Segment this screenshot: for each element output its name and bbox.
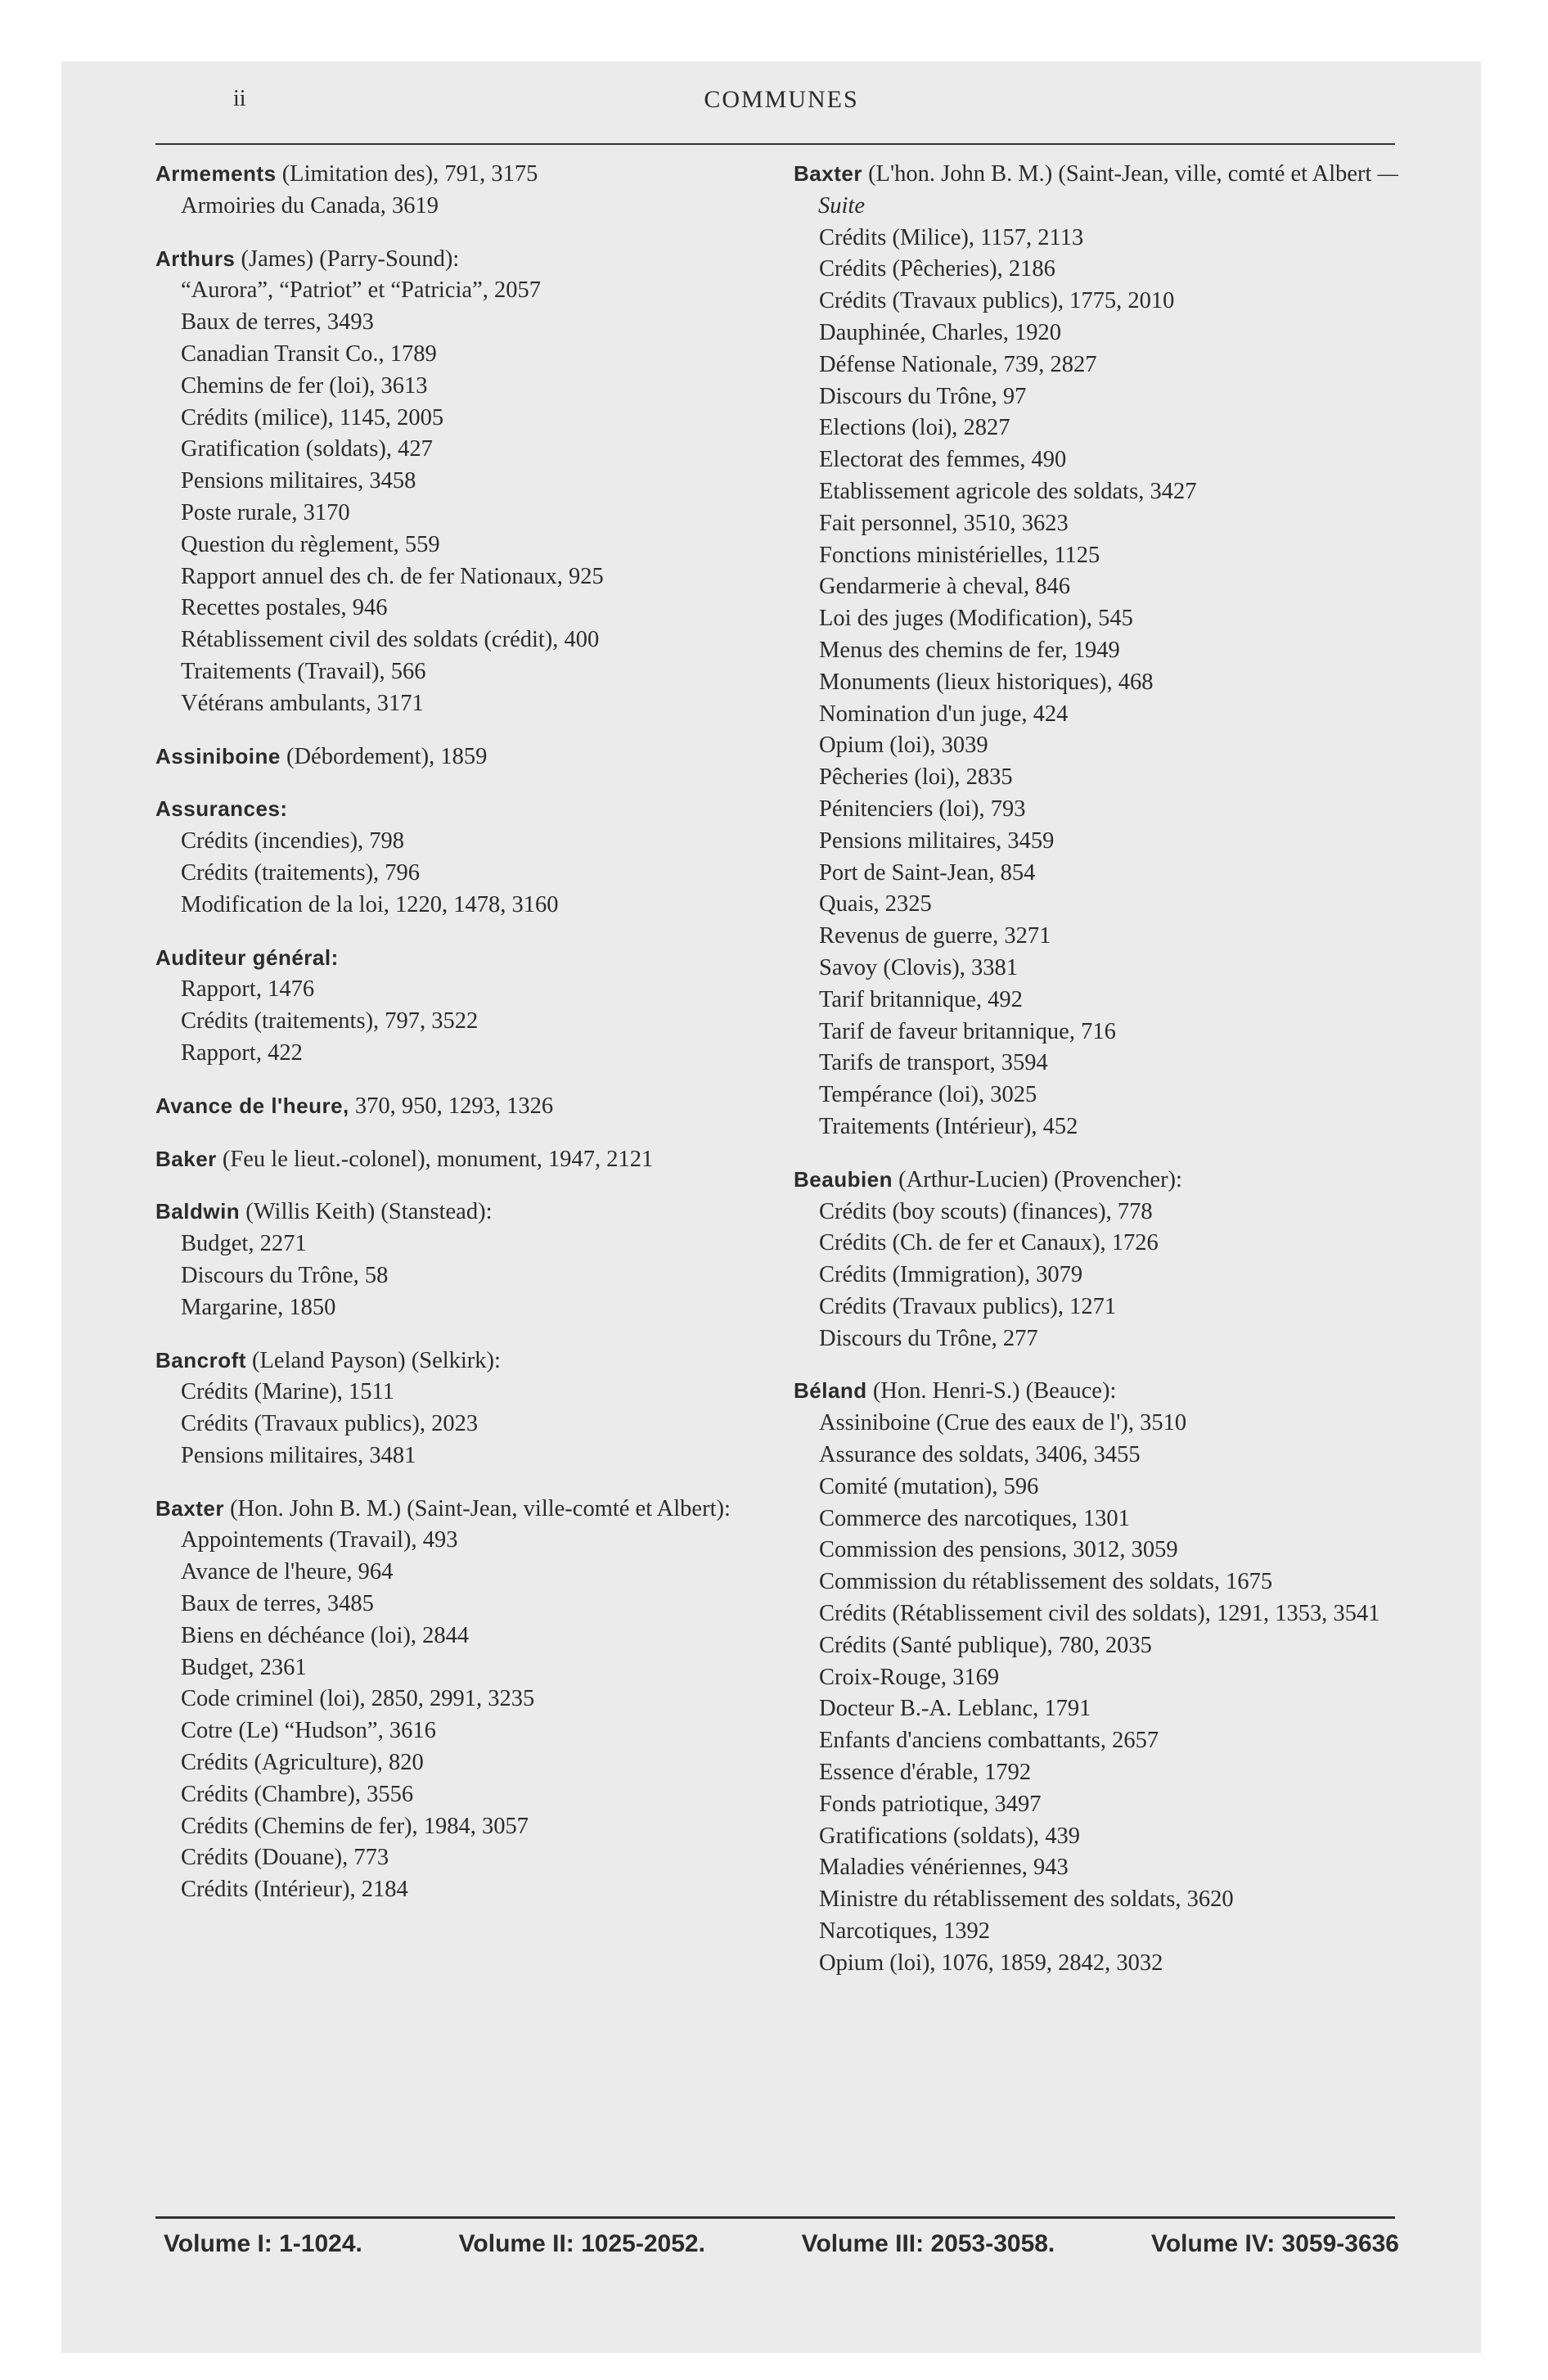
sub-entry: “Aurora”, “Patriot” et “Patricia”, 2057 (181, 277, 541, 304)
sub-entry: Rapport annuel des ch. de fer Nationaux, 925 (181, 563, 604, 589)
entry-name: Baker (155, 1146, 217, 1171)
entry-detail: 370, 950, 1293, 1326 (349, 1093, 554, 1119)
sub-entry: Baux de terres, 3493 (181, 309, 374, 336)
index-entry (794, 1375, 1399, 1979)
sub-entry: Question du règlement, 559 (181, 531, 440, 557)
entry-heading (155, 793, 777, 826)
entry-heading (794, 1164, 1399, 1197)
sub-entry: Dauphinée, Charles, 1920 (819, 319, 1062, 345)
sub-entry: Crédits (Marine), 1511 (181, 1379, 394, 1405)
sub-entry: Fonctions ministérielles, 1125 (819, 542, 1100, 568)
sub-entry: Monuments (lieux historiques), 468 (819, 669, 1154, 695)
index-entry (155, 1090, 777, 1123)
sub-entry: Margarine, 1850 (181, 1294, 336, 1320)
entry-heading (155, 158, 777, 191)
header-rule (155, 143, 1395, 145)
sub-entry: Budget, 2361 (181, 1654, 307, 1680)
sub-entry: Crédits (Travaux publics), 1775, 2010 (819, 288, 1175, 314)
entry-heading (155, 1090, 777, 1123)
entry-detail: (Feu le lieut.-colonel), monument, 1947, 2121 (216, 1146, 654, 1172)
sub-entry: Cotre (Le) “Hudson”, 3616 (181, 1718, 436, 1744)
entry-name: Béland (794, 1378, 867, 1404)
sub-entry: Rapport, 1476 (181, 976, 315, 1003)
sub-entry: Pensions militaires, 3459 (819, 827, 1055, 854)
sub-entry: Appointements (Travail), 493 (181, 1527, 458, 1553)
sub-entry: Opium (loi), 3039 (819, 732, 988, 759)
sub-entry: Crédits (Travaux publics), 1271 (819, 1293, 1117, 1319)
sub-entry: Quais, 2325 (819, 891, 932, 917)
sub-entry: Assurance des soldats, 3406, 3455 (819, 1442, 1141, 1468)
entry-name: Avance de l'heure, (155, 1093, 349, 1118)
entry-heading (155, 1196, 777, 1228)
sub-entry: Traitements (Travail), 566 (181, 658, 426, 684)
sub-entry: Baux de terres, 3485 (181, 1591, 374, 1617)
sub-entry: Crédits (Intérieur), 2184 (181, 1877, 408, 1903)
sub-entry: Menus des chemins de fer, 1949 (819, 637, 1120, 663)
page-header (168, 78, 1395, 127)
sub-entry: Chemins de fer (loi), 3613 (181, 372, 428, 399)
sub-entry: Discours du Trône, 58 (181, 1262, 389, 1288)
sub-entry: Commission du rétablissement des soldats, 1675 (819, 1569, 1273, 1595)
sub-entry: Budget, 2271 (181, 1231, 307, 1257)
sub-entry: Crédits (boy scouts) (finances), 778 (819, 1198, 1153, 1224)
sub-entry: Maladies vénériennes, 943 (819, 1855, 1069, 1881)
entry-name: Baxter (155, 1495, 224, 1521)
entry-suite: — Suite (818, 161, 1398, 219)
index-entry (155, 1493, 777, 1906)
sub-entry: Crédits (Agriculture), 820 (181, 1750, 424, 1776)
sub-entry: Crédits (incendies), 798 (181, 828, 405, 854)
sub-entry: Crédits (Immigration), 3079 (819, 1262, 1083, 1288)
sub-entry: Défense Nationale, 739, 2827 (819, 351, 1097, 377)
volume-3-range: Volume III: 2053-3058. (801, 2230, 1055, 2257)
entry-heading (155, 1493, 777, 1526)
sub-entry: Armoiries du Canada, 3619 (181, 192, 439, 219)
entry-heading (155, 1345, 777, 1377)
sub-entry: Comité (mutation), 596 (819, 1473, 1039, 1499)
entry-heading (794, 158, 1399, 223)
sub-entry: Rapport, 422 (181, 1039, 303, 1066)
entry-detail: (Willis Keith) (Stanstead): (240, 1199, 493, 1225)
sub-entry: Crédits (traitements), 797, 3522 (181, 1008, 479, 1034)
sub-entry: Gratification (soldats), 427 (181, 436, 433, 462)
sub-entry: Rétablissement civil des soldats (crédit), 400 (181, 627, 600, 653)
entry-heading (155, 1143, 777, 1176)
sub-entry: Crédits (Chambre), 3556 (181, 1781, 414, 1807)
sub-entry: Crédits (milice), 1145, 2005 (181, 404, 444, 430)
volume-footer (164, 2230, 1399, 2258)
sub-entry: Modification de la loi, 1220, 1478, 3160 (181, 891, 559, 917)
sub-entry: Commerce des narcotiques, 1301 (819, 1505, 1130, 1531)
sub-entry: Pêcheries (loi), 2835 (819, 764, 1013, 791)
sub-entry: Tarif britannique, 492 (819, 986, 1023, 1012)
entry-name: Assiniboine (155, 743, 281, 769)
sub-entry: Tempérance (loi), 3025 (819, 1082, 1037, 1108)
entry-name: Bancroft (155, 1347, 246, 1373)
sub-entry: Pensions militaires, 3481 (181, 1442, 416, 1468)
entry-name: Baxter (794, 161, 862, 186)
sub-entry: Avance de l'heure, 964 (181, 1559, 394, 1585)
volume-1-range: Volume I: 1-1024. (164, 2230, 362, 2257)
index-entry (155, 1345, 777, 1472)
sub-entry: Loi des juges (Modification), 545 (819, 606, 1133, 632)
sub-entry: Etablissement agricole des soldats, 3427 (819, 478, 1197, 504)
left-column (155, 158, 777, 1927)
volume-4-range: Volume IV: 3059-3636 (1151, 2230, 1399, 2257)
sub-entry: Croix-Rouge, 3169 (819, 1664, 1000, 1690)
entry-name: Baldwin (155, 1199, 241, 1224)
entry-heading (155, 741, 777, 773)
running-title: COMMUNES (704, 86, 859, 113)
sub-entry: Enfants d'anciens combattants, 2657 (819, 1728, 1159, 1754)
sub-entry: Code criminel (loi), 2850, 2991, 3235 (181, 1686, 535, 1712)
index-entry (155, 1143, 777, 1176)
sub-entry: Discours du Trône, 277 (819, 1325, 1038, 1351)
entry-heading (794, 1375, 1399, 1408)
page-number: ii (233, 86, 246, 111)
sub-entry: Tarifs de transport, 3594 (819, 1050, 1048, 1076)
index-entry (794, 158, 1399, 1143)
entry-heading (155, 942, 777, 975)
sub-entry: Revenus de guerre, 3271 (819, 923, 1051, 949)
index-entry (155, 793, 777, 921)
sub-entry: Electorat des femmes, 490 (819, 447, 1067, 473)
entry-name: Arthurs (155, 246, 236, 271)
entry-detail: (Limitation des), 791, 3175 (276, 161, 538, 187)
sub-entry: Crédits (Santé publique), 780, 2035 (819, 1632, 1152, 1658)
sub-entry: Nomination d'un juge, 424 (819, 701, 1069, 727)
sub-entry: Savoy (Clovis), 3381 (819, 954, 1019, 980)
sub-entry: Tarif de faveur britannique, 716 (819, 1018, 1116, 1044)
sub-entry: Ministre du rétablissement des soldats, 3620 (819, 1886, 1234, 1913)
entry-detail: (L'hon. John B. M.) (Saint-Jean, ville, comté et Albert (862, 161, 1372, 187)
footer-rule (155, 2216, 1395, 2219)
sub-entry: Crédits (Chemins de fer), 1984, 3057 (181, 1813, 529, 1839)
sub-entry: Crédits (Ch. de fer et Canaux), 1726 (819, 1230, 1159, 1256)
sub-entry: Essence d'érable, 1792 (819, 1760, 1032, 1786)
entry-detail: (Hon. Henri-S.) (Beauce): (866, 1378, 1117, 1404)
sub-entry: Docteur B.-A. Leblanc, 1791 (819, 1696, 1091, 1722)
right-column (794, 158, 1399, 2000)
entry-name: Assurances: (155, 796, 288, 822)
sub-entry: Pénitenciers (loi), 793 (819, 796, 1026, 822)
sub-entry: Pensions militaires, 3458 (181, 468, 416, 494)
index-entry (155, 1196, 777, 1323)
sub-entry: Crédits (traitements), 796 (181, 859, 421, 886)
sub-entry: Elections (loi), 2827 (819, 415, 1010, 441)
sub-entry: Gendarmerie à cheval, 846 (819, 574, 1071, 600)
index-entry (155, 741, 777, 773)
sub-entry: Crédits (Douane), 773 (181, 1845, 389, 1871)
index-entry (794, 1164, 1399, 1355)
entry-detail: (Débordement), 1859 (280, 743, 488, 769)
entry-detail: (Arthur-Lucien) (Provencher): (893, 1166, 1182, 1192)
sub-entry: Discours du Trône, 97 (819, 383, 1027, 409)
sub-entry: Commission des pensions, 3012, 3059 (819, 1537, 1178, 1563)
sub-entry: Crédits (Rétablissement civil des soldats), 1291, 1353, 3541 (819, 1601, 1380, 1627)
entry-detail: (Leland Payson) (Selkirk): (245, 1347, 501, 1373)
sub-entry: Crédits (Pêcheries), 2186 (819, 256, 1055, 282)
sub-entry: Canadian Transit Co., 1789 (181, 340, 437, 367)
sub-entry: Traitements (Intérieur), 452 (819, 1113, 1078, 1139)
sub-entry: Biens en déchéance (loi), 2844 (181, 1622, 470, 1648)
sub-entry: Gratifications (soldats), 439 (819, 1823, 1080, 1849)
sub-entry: Assiniboine (Crue des eaux de l'), 3510 (819, 1410, 1187, 1436)
sub-entry: Vétérans ambulants, 3171 (181, 690, 424, 716)
index-entry (155, 243, 777, 720)
sub-entry: Recettes postales, 946 (181, 595, 388, 621)
entry-detail: (Hon. John B. M.) (Saint-Jean, ville-comté et Albert): (223, 1495, 731, 1521)
entry-name: Armements (155, 161, 277, 186)
sub-entry: Opium (loi), 1076, 1859, 2842, 3032 (819, 1950, 1163, 1976)
entry-heading (155, 243, 777, 276)
sub-entry: Poste rurale, 3170 (181, 499, 350, 525)
entry-detail: (James) (Parry-Sound): (235, 246, 460, 272)
volume-2-range: Volume II: 1025-2052. (458, 2230, 705, 2257)
page (61, 61, 1481, 2353)
index-entry (155, 158, 777, 223)
entry-name: Auditeur général: (155, 944, 339, 970)
sub-entry: Port de Saint-Jean, 854 (819, 859, 1036, 886)
index-entry (155, 942, 777, 1070)
sub-entry: Narcotiques, 1392 (819, 1918, 990, 1945)
sub-entry: Crédits (Milice), 1157, 2113 (819, 224, 1084, 250)
sub-entry: Fait personnel, 3510, 3623 (819, 510, 1069, 536)
sub-entry: Fonds patriotique, 3497 (819, 1791, 1042, 1817)
entry-name: Beaubien (794, 1166, 893, 1192)
sub-entry: Crédits (Travaux publics), 2023 (181, 1411, 479, 1437)
